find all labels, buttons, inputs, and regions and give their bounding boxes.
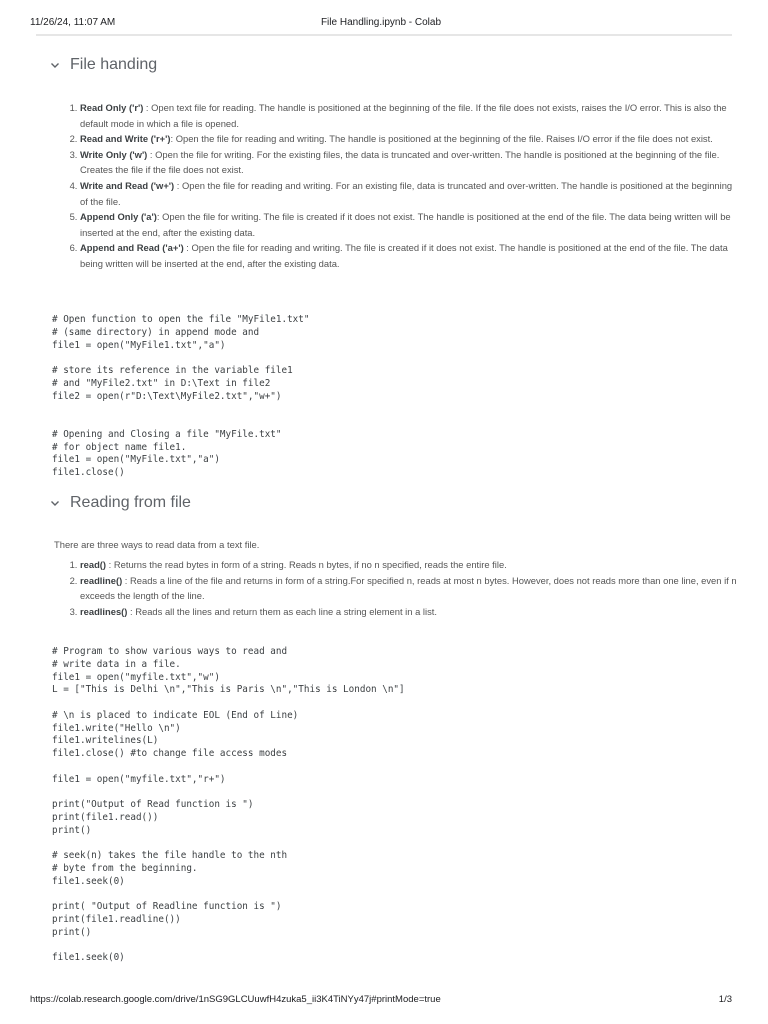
mode-label: Read and Write ('r+') [80,133,171,145]
method-text: : Returns the read bytes in form of a string. Reads n bytes, if no n specified, reads the entire file. [106,559,507,570]
section-title: Reading from file [70,494,191,511]
mode-label: Append Only ('a') [80,211,157,223]
print-url: https://colab.research.google.com/drive/1nSG9GLCUuwfH4zuka5_ii3K4TiNYy47j#printMode=true [30,994,441,1005]
method-text: : Reads all the lines and return them as each line a string element in a list. [127,605,437,617]
chevron-down-icon[interactable] [48,496,62,510]
method-label: read() [80,559,107,570]
mode-text: : Open the file for reading and writing. The file is created if it does not exist. The handle is positioned at the end of the file. The data being written will be inserted at the end, after the existing data. [80,242,728,269]
mode-label: Append and Read ('a+') [80,242,184,254]
list-item [80,178,740,209]
code-cell-open-files[interactable]: # Open function to open the file "MyFile1.txt" # (same directory) in append mode and file1 = open("MyFile1.txt","a") # store its reference in the variable file1 # and "MyFile2.txt" in D:\Text in file2 file2 = open(r"D:\Text\MyFile2.txt","w+") # Opening and Closing a file "MyFile.txt" # for object name file1. file1 = open("MyFile.txt","a") file1.close() [52,314,310,478]
mode-text: : Open the file for writing. The file is created if it does not exist. The handle is positioned at the end of the file. The data being written will be inserted at the end, after the existing data. [80,211,731,238]
file-modes-list [54,100,740,272]
read-methods-list [54,557,740,619]
method-text: : Reads a line of the file and returns in form of a string.For specified n, reads at most n bytes. However, does not reads more than one line, even if n exceeds the length of the line. [80,574,737,602]
chevron-down-icon[interactable] [48,58,62,72]
print-datetime: 11/26/24, 11:07 AM [30,17,116,28]
section-title: File handing [70,56,158,73]
list-item [80,147,740,178]
mode-text: : Open the file for writing. For the existing files, the data is truncated and over-written. The handle is positioned at the beginning of the file. Creates the file if the file does not exist. [80,148,720,176]
list-item [80,131,740,147]
print-footer [30,994,732,1008]
list-item [80,573,740,604]
mode-label: Write and Read ('w+') [80,179,175,191]
method-label: readlines() [80,605,128,617]
print-header [30,14,732,34]
reading-intro-text: There are three ways to read data from a text file. [54,539,260,550]
list-item [80,100,740,131]
mode-text: : Open the file for reading and writing. For an existing file, data is truncated and over-written. The handle is positioned at the beginning of the file. [80,179,733,207]
header-divider [36,34,732,36]
section-header-file-handling[interactable] [48,53,157,77]
list-item [80,209,740,240]
mode-label: Write Only ('w') [80,148,148,160]
mode-text: : Open the file for reading and writing. The handle is positioned at the beginning of the file. Raises I/O error if the file does not exist. [170,133,713,145]
print-doc-title: File Handling.ipynb - Colab [320,17,442,28]
mode-label: Read Only ('r') [80,102,144,113]
section-header-reading[interactable] [48,491,191,515]
list-item [80,240,740,271]
mode-text: : Open text file for reading. The handle is positioned at the beginning of the file. If the file does not exists, raises the I/O error. This is also the default mode in which a file is opened. [80,102,727,129]
list-item [80,557,740,573]
method-label: readline() [80,574,123,586]
list-item [80,604,740,620]
code-cell-read-file[interactable]: # Program to show various ways to read and # write data in a file. file1 = open("myfile.txt","w") L = ["This is Delhi \n","This is Paris \n","This is London \n"] # \n is placed to indicate EOL (End of Line) file1.write("Hello \n") file1.writelines(L) file1.close() #to change file access modes file1 = open("myfile.txt","r+") print("Output of Read function is ") print(file1.read()) print() # seek(n) takes the file handle to the nth # byte from the beginning. file1.seek(0) print( "Output of Readline function is ") print(file1.readline()) print() file1.seek(0) [52,646,405,963]
page-number: 1/3 [718,994,732,1005]
